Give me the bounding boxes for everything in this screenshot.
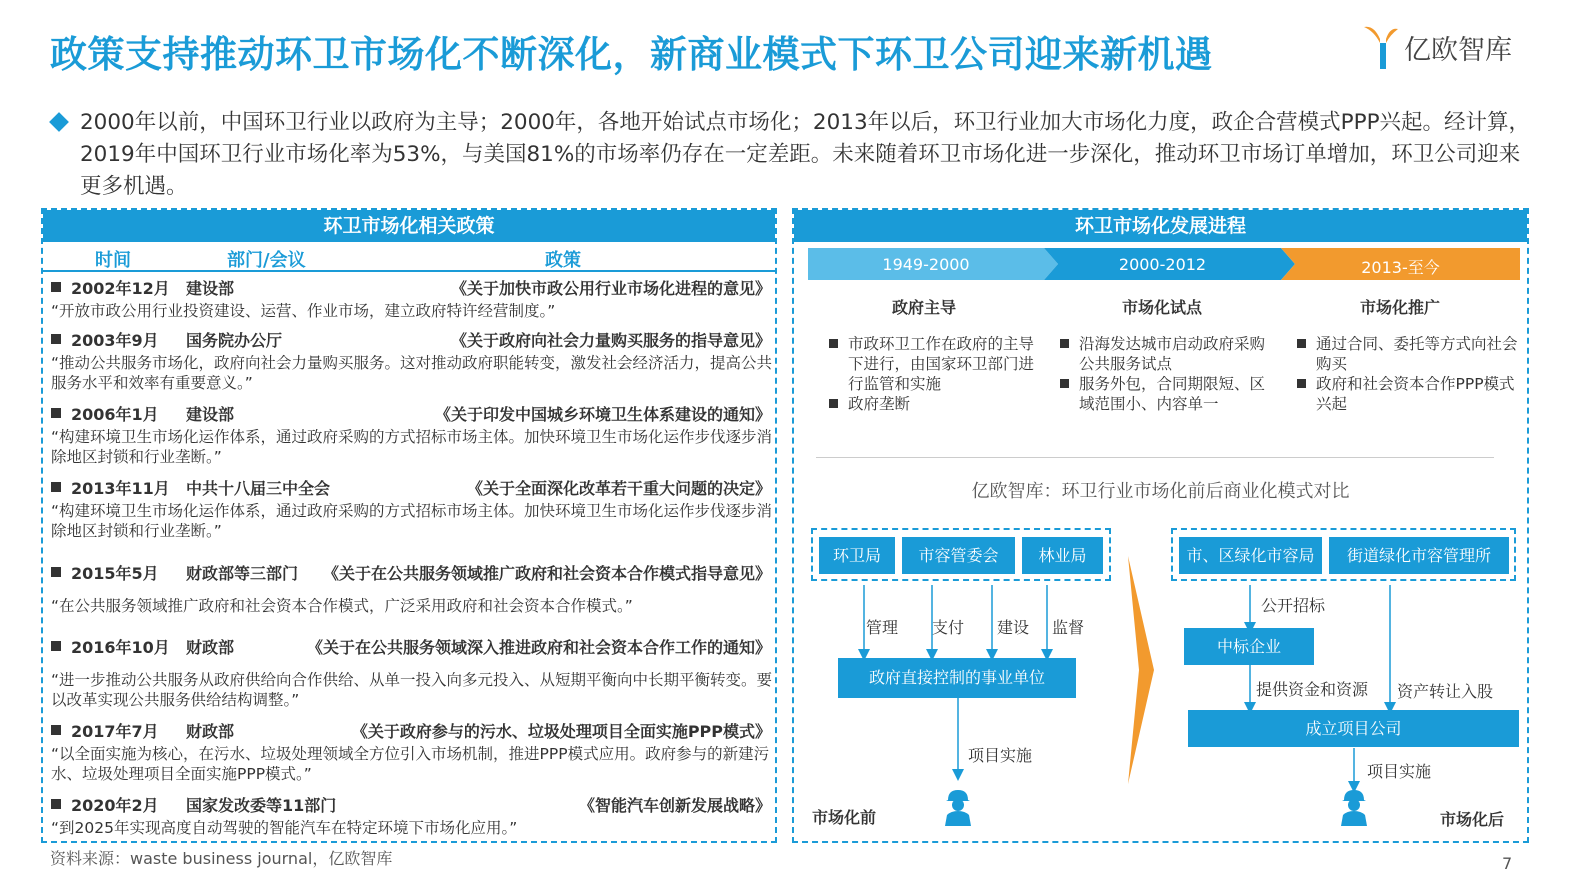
equity-label: 资产转让入股	[1397, 682, 1494, 701]
policy-doc: 《关于在公共服务领域推广政府和社会资本合作模式指导意见》	[322, 564, 771, 583]
policy-item	[49, 401, 773, 467]
winner-box: 中标企业	[1184, 628, 1314, 665]
policy-dept: 中共十八届三中全会	[186, 479, 331, 498]
policy-quote: “开放市政公用行业投资建设、运营、作业市场，建立政府特许经营制度。”	[51, 302, 556, 320]
square-bullet-icon	[51, 725, 61, 735]
policy-dept: 建设部	[186, 405, 235, 424]
policy-quote: “构建环境卫生市场化运作体系，通过政府采购的方式招标市场主体。加快环境卫生市场化运作步伐逐步消除地区封锁和行业垄断。”	[51, 502, 773, 540]
policy-date: 2016年10月	[71, 638, 170, 657]
policy-dept: 建设部	[186, 279, 235, 298]
square-bullet-icon	[51, 334, 61, 344]
worker-icon	[943, 788, 973, 826]
logo-icon	[1362, 23, 1400, 71]
policy-doc: 《关于全面深化改革若干重大问题的决定》	[466, 479, 771, 498]
period-1: 1949-2000	[882, 255, 970, 274]
impl-label: 项目实施	[1367, 762, 1432, 781]
flow-label: 支付	[932, 618, 965, 637]
agency-box: 市容管委会	[902, 537, 1015, 574]
policy-date: 2015年5月	[71, 564, 159, 583]
list-item-text: 通过合同、委托等方式向社会购买	[1316, 335, 1518, 373]
flow-label: 建设	[997, 618, 1030, 637]
logo-text: 亿欧智库	[1404, 34, 1512, 66]
policy-date: 2017年7月	[71, 722, 159, 741]
policy-doc: 《关于印发中国城乡环境卫生体系建设的通知》	[434, 405, 771, 424]
project-company-box: 成立项目公司	[1188, 710, 1519, 747]
square-bullet-icon	[51, 567, 61, 577]
progress-panel	[792, 208, 1529, 843]
policy-quote: “推动公共服务市场化，政府向社会力量购买服务。这对推动政府职能转变，激发社会经济活力，提高公共服务水平和效率有重要意义。”	[51, 354, 773, 392]
policy-item	[49, 634, 773, 710]
policy-item	[49, 475, 773, 541]
logo	[1362, 22, 1532, 72]
policy-dept: 财政部	[186, 722, 235, 741]
policy-item	[49, 327, 773, 393]
flow-label: 监督	[1052, 618, 1085, 637]
policy-quote: “在公共服务领域推广政府和社会资本合作模式，广泛采用政府和社会资本合作模式。”	[51, 597, 633, 615]
policy-panel	[41, 208, 777, 843]
policy-date: 2003年9月	[71, 331, 159, 350]
policy-date: 2006年1月	[71, 405, 159, 424]
page-number: 7	[1502, 854, 1513, 873]
impl-label: 项目实施	[968, 746, 1033, 765]
policy-column-headers	[43, 242, 775, 272]
square-bullet-icon	[51, 408, 61, 418]
policy-doc: 《关于政府参与的污水、垃圾处理项目全面实施PPP模式》	[351, 722, 771, 741]
policy-doc: 《关于加快市政公用行业市场化进程的意见》	[450, 279, 771, 298]
policy-quote: “以全面实施为核心，在污水、垃圾处理领域全方位引入市场机制，推进PPP模式应用。政府参与的新建污水、垃圾处理项目全面实施PPP模式。”	[51, 745, 770, 783]
period-3: 2013-至今	[1361, 258, 1440, 277]
page-title: 政策支持推动环卫市场化不断深化，新商业模式下环卫公司迎来新机遇	[50, 33, 1213, 76]
policy-doc: 《智能汽车创新发展战略》	[578, 796, 771, 815]
summary	[52, 107, 1532, 203]
list-item-text: 市政环卫工作在政府的主导下进行，由国家环卫部门进行监管和实施	[848, 335, 1035, 393]
source-note: 资料来源：waste business journal，亿欧智库	[50, 849, 393, 868]
policy-panel-title: 环卫市场化相关政策	[43, 210, 775, 242]
square-bullet-icon	[51, 641, 61, 651]
policy-doc: 《关于在公共服务领域深入推进政府和社会资本合作工作的通知》	[306, 638, 771, 657]
worker-icon	[1339, 788, 1369, 826]
policy-dept: 国家发改委等11部门	[186, 796, 337, 815]
comparison-title: 亿欧智库：环卫行业市场化前后商业化模式对比	[971, 481, 1350, 502]
agency-box: 街道绿化市容管理所	[1329, 537, 1509, 574]
diamond-bullet-icon	[49, 112, 69, 132]
progress-panel-title: 环卫市场化发展进程	[794, 210, 1527, 242]
list-item-text: 服务外包，合同期限短、区域范围小、内容单一	[1079, 375, 1266, 413]
after-caption: 市场化后	[1440, 810, 1505, 829]
policy-item	[49, 560, 773, 616]
stage-label-1: 政府主导	[891, 298, 956, 317]
agency-box: 林业局	[1022, 537, 1103, 574]
square-bullet-icon	[51, 482, 61, 492]
square-bullet-icon	[51, 282, 61, 292]
stage-label-3: 市场化推广	[1359, 298, 1440, 317]
col-policy: 政策	[545, 250, 581, 271]
policy-item	[49, 718, 773, 784]
list-item-text: 政府和社会资本合作PPP模式兴起	[1316, 375, 1515, 413]
policy-quote: “构建环境卫生市场化运作体系，通过政府采购的方式招标市场主体。加快环境卫生市场化运作步伐逐步消除地区封锁和行业垄断。”	[51, 428, 773, 466]
policy-date: 2002年12月	[71, 279, 170, 298]
government-unit-box: 政府直接控制的事业单位	[838, 658, 1076, 698]
period-2: 2000-2012	[1118, 255, 1207, 274]
policy-dept: 财政部	[186, 638, 235, 657]
policy-date: 2020年2月	[71, 796, 159, 815]
transition-arrow-icon	[1128, 556, 1154, 784]
col-dept: 部门/会议	[227, 250, 306, 271]
summary-text: 2000年以前，中国环卫行业以政府为主导；2000年，各地开始试点市场化；2013年以后，环卫行业加大市场化力度，政企合营模式PPP兴起。经计算，2019年中国环卫行业市场化率为53%，与美国81%的市场率仍存在一定差距。未来随着环卫市场化进一步深化，推动环卫市场订单增加，环卫公司迎来更多机遇。	[80, 110, 1531, 199]
fund-label: 提供资金和资源	[1256, 680, 1369, 699]
policy-dept: 财政部等三部门	[186, 564, 299, 583]
policy-item	[49, 792, 773, 838]
square-bullet-icon	[51, 799, 61, 809]
before-caption: 市场化前	[812, 808, 877, 827]
policy-quote: “到2025年实现高度自动驾驶的智能汽车在特定环境下市场化应用。”	[51, 819, 518, 837]
agency-box: 环卫局	[819, 537, 895, 574]
tender-label: 公开招标	[1261, 596, 1326, 615]
list-item-text: 政府垄断	[848, 395, 911, 413]
agency-box: 市、区绿化市容局	[1179, 537, 1322, 574]
policy-doc: 《关于政府向社会力量购买服务的指导意见》	[450, 331, 771, 350]
stage-label-2: 市场化试点	[1121, 298, 1202, 317]
policy-quote: “进一步推动公共服务从政府供给向合作供给、从单一投入向多元投入、从短期平衡向中长期平衡转变。要以改革实现公共服务供给结构调整。”	[51, 671, 773, 709]
col-time: 时间	[95, 250, 131, 271]
policy-item	[49, 275, 773, 321]
policy-dept: 国务院办公厅	[186, 331, 283, 350]
policy-date: 2013年11月	[71, 479, 170, 498]
flow-label: 管理	[866, 618, 899, 637]
list-item-text: 沿海发达城市启动政府采购公共服务试点	[1079, 335, 1266, 373]
